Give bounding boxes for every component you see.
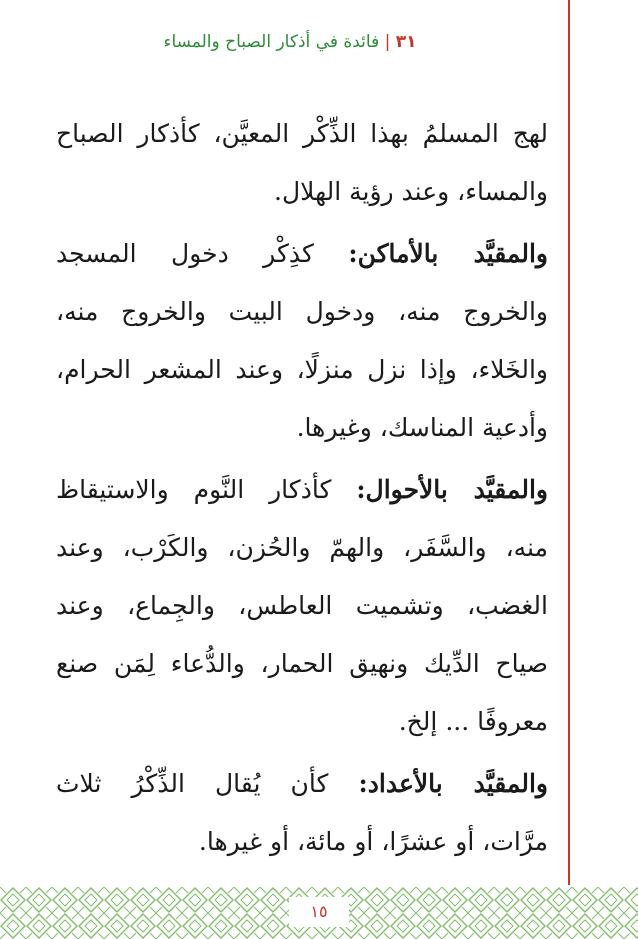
margin-rule (568, 0, 570, 885)
text-line: معروفًا ... إلخ. (398, 707, 548, 736)
text-line: والمقيَّد بالأعداد: كأن يُقال الذِّكْرُ ثلاث (56, 769, 548, 798)
page-number: ١٥ (289, 897, 349, 927)
lead-term: والمقيَّد بالأماكن: (348, 239, 548, 268)
running-header (40, 22, 540, 62)
text-line: والمقيَّد بالأحوال: كأذكار النَّوم والاستيقاظ (56, 475, 548, 504)
lead-term: والمقيَّد بالأعداد: (358, 769, 548, 798)
paragraph-places (56, 225, 548, 457)
text-line: مرَّات، أو عشرًا، أو مائة، أو غيرها. (198, 827, 548, 856)
text-line: والمساء، وعند رؤية الهلال. (274, 177, 548, 206)
text-line: منه، والسَّفَر، والهمّ والحُزن، والكَرْب، وعند (56, 533, 548, 562)
text-line: والخروج منه، ودخول البيت والخروج منه، (56, 297, 548, 326)
paragraph-states (56, 461, 548, 751)
text-line: والمقيَّد بالأماكن: كذِكْر دخول المسجد (56, 239, 548, 268)
text-line: صياح الدِّيك ونهيق الحمار، والدُّعاء لِمَن صنع (56, 649, 548, 678)
header-separator: | (384, 32, 391, 52)
text-line: لهج المسلمُ بهذا الذِّكْر المعيَّن، كأذكار الصباح (56, 119, 548, 148)
text-line: والخَلاء، وإذا نزل منزلًا، وعند المشعر الحرام، (56, 355, 548, 384)
lead-term: والمقيَّد بالأحوال: (356, 475, 548, 504)
paragraph-1 (56, 105, 548, 221)
text-line: وأدعية المناسك، وغيرها. (296, 413, 548, 442)
body-text (56, 105, 548, 871)
paragraph-numbers (56, 755, 548, 871)
chapter-number: ٣١ (395, 32, 417, 52)
chapter-title: فائدة في أذكار الصباح والمساء (163, 32, 380, 52)
text-line: الغضب، وتشميت العاطس، والجِماع، وعند (56, 591, 548, 620)
